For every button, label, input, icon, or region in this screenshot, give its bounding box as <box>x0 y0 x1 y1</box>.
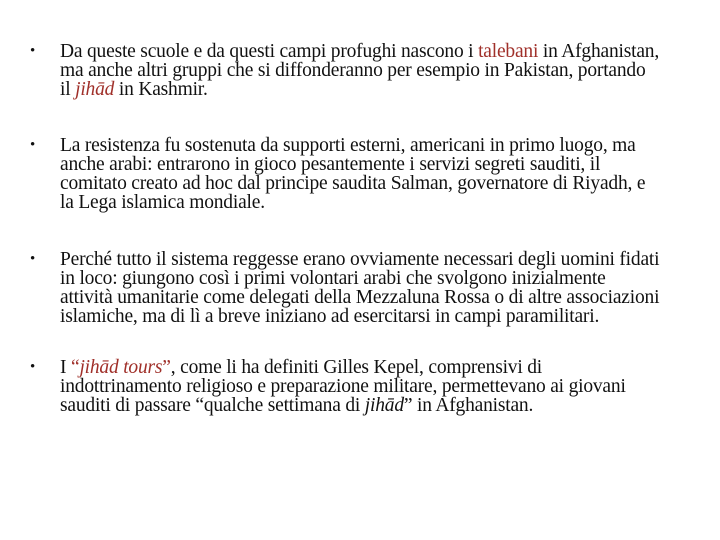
bullet-1-text-c: in Kashmir. <box>114 79 208 100</box>
bullet-4-term-jihad: jihād <box>364 395 404 416</box>
bullet-4-open-quote: “ <box>70 357 80 378</box>
bullet-item-2 <box>30 136 660 212</box>
bullet-list <box>30 42 660 452</box>
bullet-item-1 <box>30 42 660 99</box>
bullet-1-text-a: Da queste scuole e da questi campi profughi nascono i <box>60 41 479 62</box>
bullet-4-text-b: , come li ha definiti Gilles Kepel, comprensivi di indottrinamento religioso e preparazione militare, permettevano ai giovani sauditi di passare “qualche settimana di <box>60 357 626 416</box>
bullet-icon: • <box>30 43 36 59</box>
bullet-icon: • <box>30 359 36 375</box>
bullet-item-4 <box>30 358 660 415</box>
bullet-icon: • <box>30 251 36 267</box>
bullet-4-close-quote: ” <box>162 357 171 378</box>
bullet-4-term-jihad-tours: jihād tours <box>79 357 163 378</box>
bullet-icon: • <box>30 137 36 153</box>
bullet-3-text: Perché tutto il sistema reggesse erano ovviamente necessari degli uomini fidati in loco: giungono così i primi volontari arabi che svolgono inizialmente attività umanitarie come delegati della Mezzaluna Rossa o di altre associazioni islamiche, ma di lì a breve iniziano ad esercitarsi in campi paramilitari. <box>60 249 660 327</box>
bullet-4-text-c: ” in Afghanistan. <box>403 395 534 416</box>
bullet-1-term-talebani: talebani <box>478 41 539 62</box>
bullet-item-3 <box>30 250 660 326</box>
bullet-1-term-jihad: jihād <box>75 79 115 100</box>
bullet-4-text-a: I <box>60 357 71 378</box>
bullet-2-text: La resistenza fu sostenuta da supporti esterni, americani in primo luogo, ma anche arabi: entrarono in gioco pesantemente i servizi segreti sauditi, il comitato creato ad hoc dal principe saudita Salman, governatore di Riyadh, e la Lega islamica mondiale. <box>60 135 646 213</box>
bullet-1-text-b: in Afghanistan, ma anche altri gruppi che si diffonderanno per esempio in Pakistan, portando il <box>60 41 660 100</box>
